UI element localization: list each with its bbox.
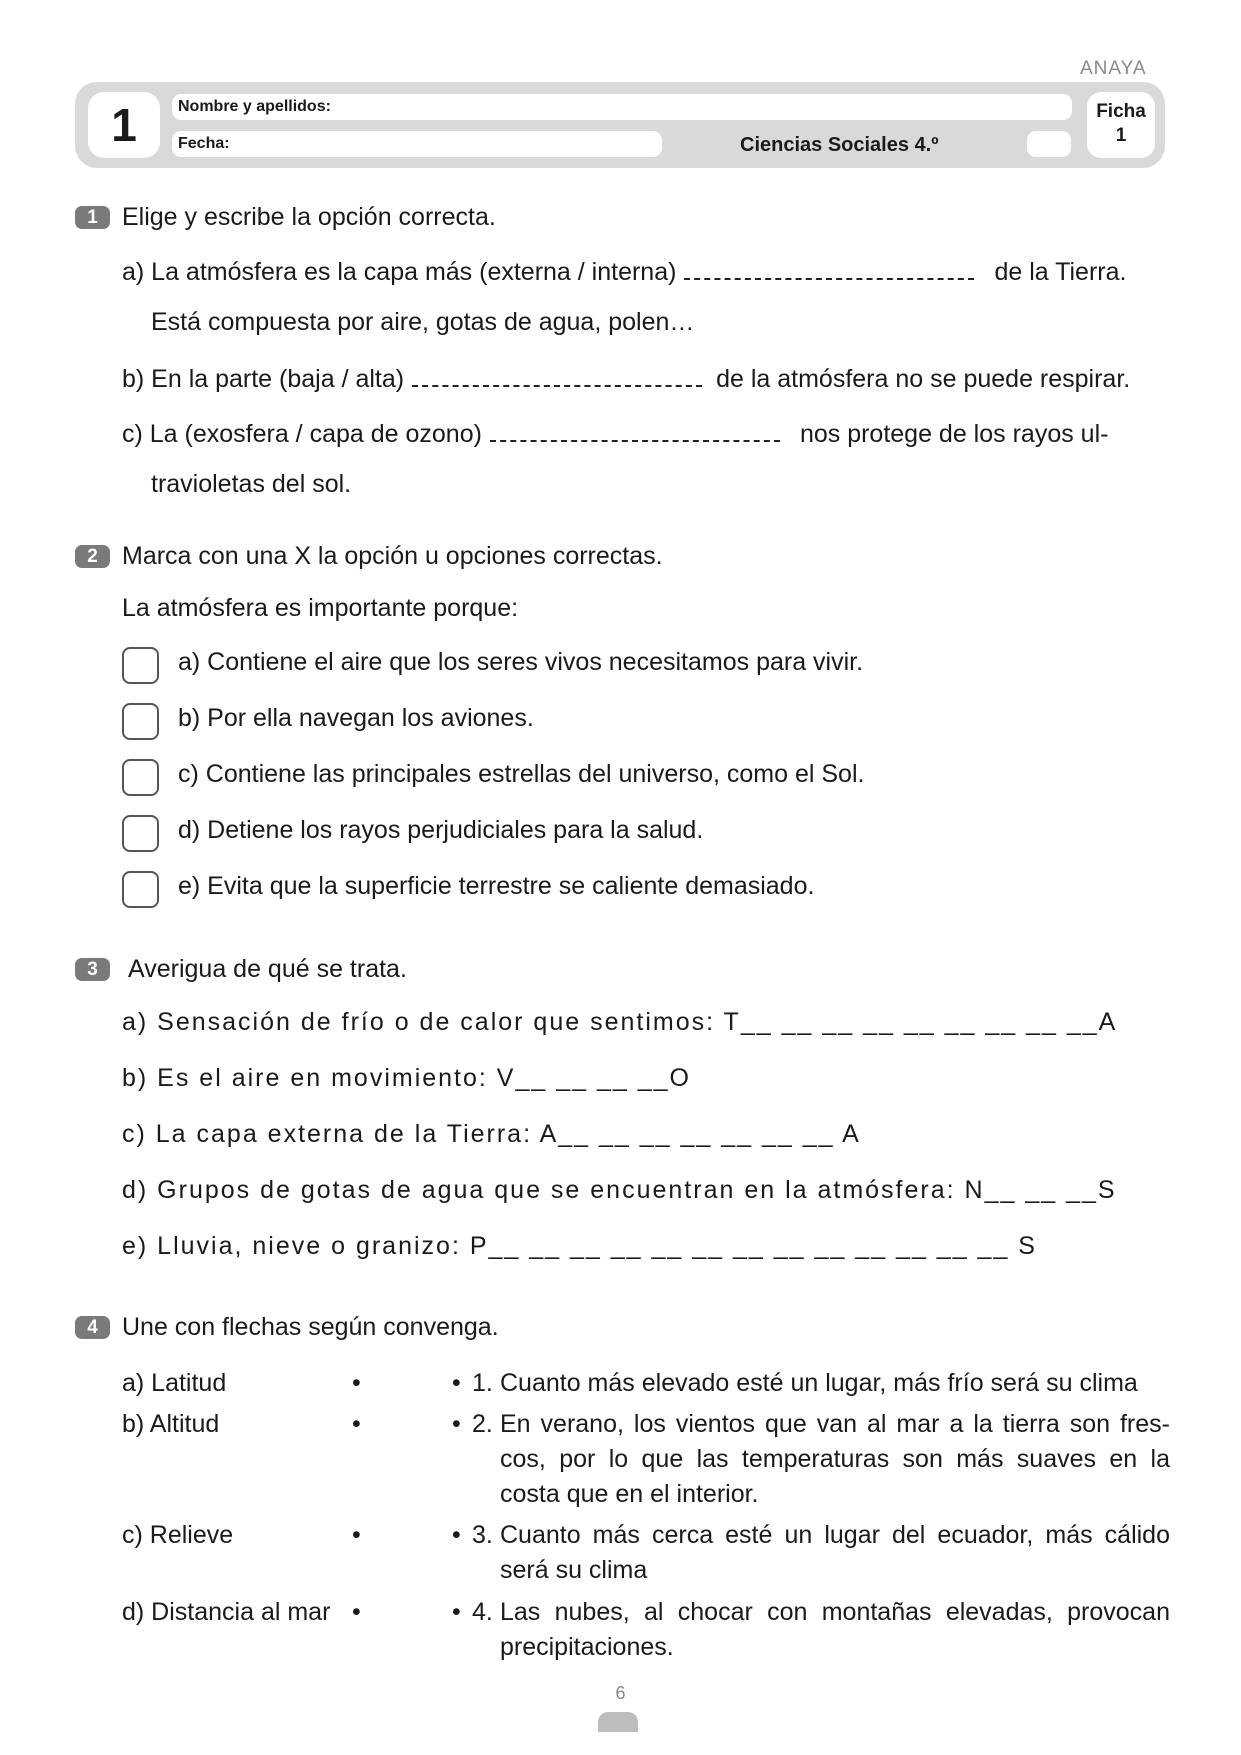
q2-title: Marca con una X la opción u opciones correctas. [122,542,663,570]
q4-title: Une con flechas según convenga. [122,1313,499,1341]
q2-checkbox-b[interactable] [122,703,159,740]
q1-item-a [122,258,1126,287]
q3-title: Averigua de qué se trata. [128,955,407,983]
q4-left-dot-c[interactable]: • [352,1521,361,1549]
q3-badge: 3 [75,958,110,981]
q1-b-blank[interactable] [412,365,702,387]
q4-right-text-4: Las nubes, al chocar con montañas elevadas, provocan precipitaciones. [500,1598,1170,1661]
q2-intro: La atmósfera es importante porque: [122,594,519,622]
q4-right-dot-2[interactable]: • [452,1410,461,1438]
q4-left-a: a) Latitud [122,1369,227,1397]
q1-c-text: c) La (exosfera / capa de ozono) [122,420,482,448]
q2-checkbox-d[interactable] [122,815,159,852]
q2-option-b: b) Por ella navegan los aviones. [178,704,534,732]
page-tab [598,1712,638,1732]
unit-number: 1 [88,92,160,158]
q3-item-b: b) Es el aire en movimiento: V__ __ __ __O [122,1064,691,1092]
q1-a-blank[interactable] [684,258,974,280]
extra-field[interactable] [1027,131,1071,157]
q4-right-num-4: 4. [472,1598,493,1626]
q2-badge: 2 [75,545,110,568]
q4-right-dot-4[interactable]: • [452,1598,461,1626]
q4-right-num-1: 1. [472,1369,493,1397]
q2-checkbox-c[interactable] [122,759,159,796]
q1-title: Elige y escribe la opción correcta. [122,203,496,231]
q2-option-a: a) Contiene el aire que los seres vivos necesitamos para vivir. [178,648,864,676]
brand-logo: ANAYA [1080,58,1147,79]
q2-option-e: e) Evita que la superficie terrestre se caliente demasiado. [178,872,815,900]
q4-left-b: b) Altitud [122,1410,220,1438]
q1-a-text: a) La atmósfera es la capa más (externa / interna) [122,258,677,286]
ficha-number: 1 [1115,125,1127,146]
q1-a-cont: Está compuesta por aire, gotas de agua, polen… [151,308,695,336]
q4-right-num-3: 3. [472,1521,493,1549]
date-label: Fecha: [178,135,230,152]
q2-checkbox-e[interactable] [122,871,159,908]
q4-badge: 4 [75,1316,110,1339]
q3-item-c: c) La capa externa de la Tierra: A__ __ __ __ __ __ __ A [122,1120,861,1148]
q3-item-e: e) Lluvia, nieve o granizo: P__ __ __ __ __ __ __ __ __ __ __ __ __ S [122,1232,1037,1260]
q4-right-dot-1[interactable]: • [452,1369,461,1397]
q4-right-text-3: Cuanto más cerca esté un lugar del ecuador, más cálido será su clima [500,1521,1170,1584]
q4-right-num-2: 2. [472,1410,493,1438]
q1-a-post: de la Tierra. [994,258,1127,286]
q1-c-cont: travioletas del sol. [151,470,352,498]
name-label: Nombre y apellidos: [178,98,331,115]
subject-title: Ciencias Sociales 4.º [740,134,939,156]
q3-item-d: d) Grupos de gotas de agua que se encuentran en la atmósfera: N__ __ __S [122,1176,1117,1204]
q4-left-dot-b[interactable]: • [352,1410,361,1438]
q3-item-a: a) Sensación de frío o de calor que sentimos: T__ __ __ __ __ __ __ __ __A [122,1008,1118,1036]
q4-right-text-1: Cuanto más elevado esté un lugar, más frío será su clima [500,1369,1138,1397]
ficha-box [1087,92,1155,158]
q2-option-c: c) Contiene las principales estrellas del universo, como el Sol. [178,760,865,788]
q1-b-post: de la atmósfera no se puede respirar. [716,365,1131,393]
ficha-label: Ficha [1096,101,1146,122]
q1-heading [75,203,496,232]
q4-left-dot-d[interactable]: • [352,1598,361,1626]
q4-right-text-2: En verano, los vientos que van al mar a la tierra son fres-cos, por lo que las temperaturas son más suaves en la costa que en el interior. [500,1410,1170,1508]
q1-b-text: b) En la parte (baja / alta) [122,365,405,393]
q1-item-b [122,365,1130,394]
q4-left-d: d) Distancia al mar [122,1598,331,1626]
q1-c-post: nos protege de los rayos ul- [799,420,1109,448]
date-field[interactable] [172,131,662,157]
q1-c-blank[interactable] [490,420,780,442]
q1-badge: 1 [75,206,110,229]
q1-item-c [122,420,1108,449]
q3-heading [75,955,407,984]
q4-left-dot-a[interactable]: • [352,1369,361,1397]
page-number: 6 [615,1683,626,1703]
q2-checkbox-a[interactable] [122,647,159,684]
q4-left-c: c) Relieve [122,1521,234,1549]
q2-option-d: d) Detiene los rayos perjudiciales para la salud. [178,816,704,844]
q4-heading [75,1313,499,1342]
q4-right-dot-3[interactable]: • [452,1521,461,1549]
q2-heading [75,542,663,571]
